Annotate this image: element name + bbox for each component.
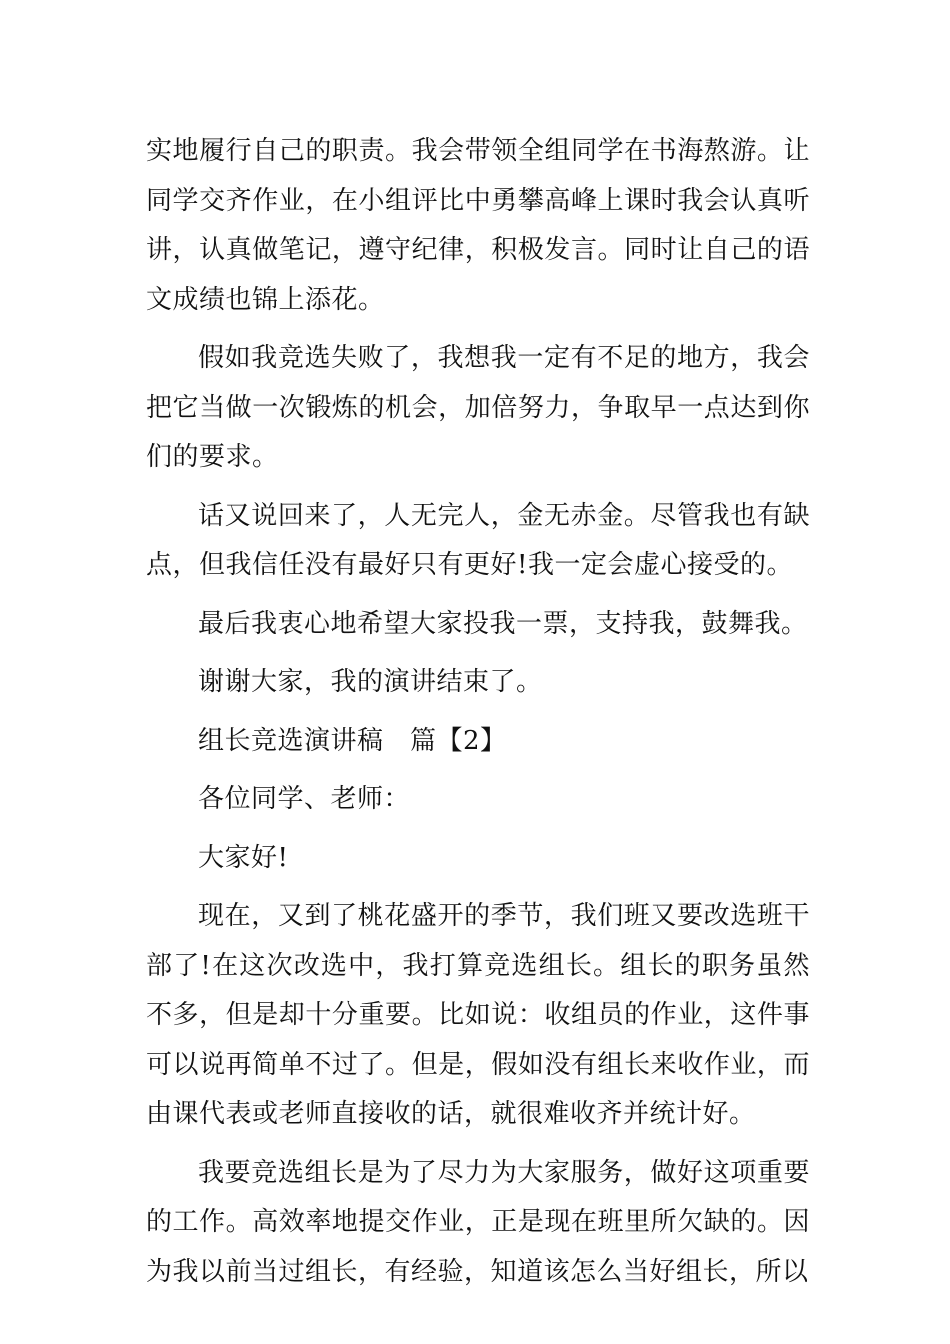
paragraph-9: 现在，又到了桃花盛开的季节，我们班又要改选班干部了!在这次改选中，我打算竞选组长。组长的职务虽然不多，但是却十分重要。比如说：收组员的作业，这件事可以说再简单不过了。但是，假如没有组长来收作业，而由课代表或老师直接收的话，就很难收齐并统计好。 xyxy=(146,901,810,1129)
salutation: 各位同学、老师： xyxy=(198,784,411,814)
paragraph-5: 谢谢大家，我的演讲结束了。 xyxy=(198,667,543,697)
section-heading: 组长竞选演讲稿 篇【2】 xyxy=(198,725,507,756)
paragraph-10: 我要竞选组长是为了尽力为大家服务，做好这项重要的工作。高效率地提交作业，正是现在班里所欠缺的。因为我以前当过组长，有经验，知道该怎么当好组长，所以 xyxy=(146,1157,810,1287)
document-body xyxy=(146,127,810,1306)
paragraph-4: 最后我衷心地希望大家投我一票，支持我，鼓舞我。 xyxy=(198,608,808,639)
greeting: 大家好! xyxy=(198,842,289,873)
paragraph-2: 假如我竞选失败了，我想我一定有不足的地方，我会把它当做一次锻炼的机会，加倍努力，争取早一点达到你们的要求。 xyxy=(146,343,810,472)
paragraph-3: 话又说回来了，人无完人，金无赤金。尽管我也有缺点，但我信任没有最好只有更好!我一定会虚心接受的。 xyxy=(146,500,810,580)
paragraph-1: 实地履行自己的职责。我会带领全组同学在书海熬游。让同学交齐作业，在小组评比中勇攀高峰上课时我会认真听讲，认真做笔记，遵守纪律，积极发言。同时让自己的语文成绩也锦上添花。 xyxy=(146,136,810,315)
